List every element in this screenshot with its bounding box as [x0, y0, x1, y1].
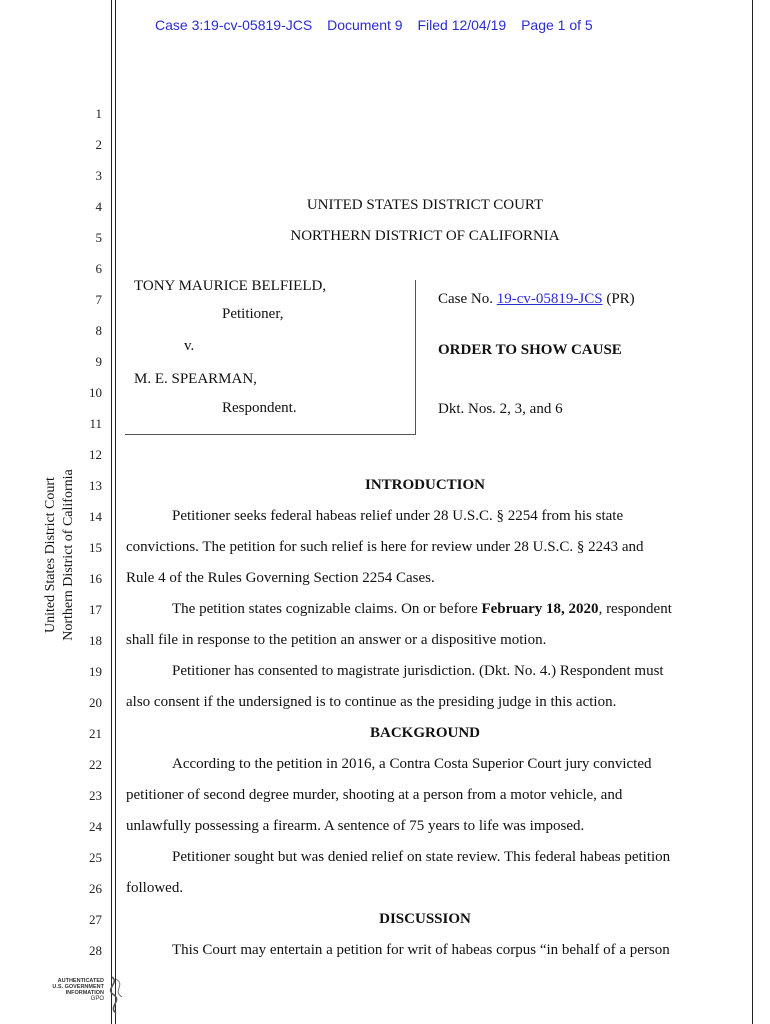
line-number: 16	[89, 571, 102, 586]
versus: v.	[184, 338, 195, 354]
line-number: 18	[89, 633, 102, 648]
line-number: 1	[95, 106, 102, 121]
petitioner-role: Petitioner,	[222, 306, 284, 322]
body-line-15: convictions. The petition for such relief is here for review under 28 U.S.C. § 2243 and	[126, 539, 644, 555]
header-filed-date: Filed 12/04/19	[417, 17, 507, 33]
respondent-name: M. E. SPEARMAN,	[134, 371, 257, 387]
line-number: 11	[89, 416, 102, 431]
line-number: 14	[89, 509, 102, 524]
body-line-17	[172, 601, 672, 618]
respondent-role: Respondent.	[222, 400, 297, 416]
line-number: 4	[95, 199, 102, 214]
case-number	[438, 291, 635, 308]
header-page-count: Page 1 of 5	[521, 17, 593, 33]
body-line-17-a: The petition states cognizable claims. On or before	[172, 601, 482, 617]
line-number: 26	[89, 881, 102, 896]
heading-background: BACKGROUND	[369, 725, 480, 741]
heading-introduction: INTRODUCTION	[364, 477, 485, 493]
court-side-caption	[42, 469, 78, 640]
heading-discussion: DISCUSSION	[379, 911, 471, 927]
body-line-26: followed.	[126, 880, 184, 896]
body-line-14: Petitioner seeks federal habeas relief under 28 U.S.C. § 2254 from his state	[172, 508, 624, 524]
line-number: 22	[89, 757, 102, 772]
line-number: 21	[89, 726, 102, 741]
case-number-suffix: (PR)	[606, 291, 635, 307]
court-name: UNITED STATES DISTRICT COURT	[306, 197, 544, 213]
gpo-authentication-seal	[42, 975, 132, 1015]
header-case-number: Case 3:19-cv-05819-JCS	[155, 17, 313, 33]
line-number: 20	[89, 695, 102, 710]
line-number: 9	[95, 354, 102, 369]
line-number: 7	[95, 292, 102, 307]
line-number: 15	[89, 540, 102, 555]
court-district: NORTHERN DISTRICT OF CALIFORNIA	[290, 228, 560, 244]
header-document-number: Document 9	[327, 17, 403, 33]
line-number: 5	[95, 230, 102, 245]
body-line-16: Rule 4 of the Rules Governing Section 2254 Cases.	[126, 570, 435, 586]
body-line-22: According to the petition in 2016, a Contra Costa Superior Court jury convicted	[172, 756, 652, 772]
body-line-25: Petitioner sought but was denied relief on state review. This federal habeas petition	[172, 849, 671, 865]
line-number: 2	[95, 137, 102, 152]
margin-rule-left-2	[115, 0, 116, 1024]
body-line-28: This Court may entertain a petition for writ of habeas corpus “in behalf of a person	[172, 942, 670, 958]
body-line-20: also consent if the undersigned is to continue as the presiding judge in this action.	[126, 694, 617, 710]
line-number: 13	[89, 478, 102, 493]
docket-numbers: Dkt. Nos. 2, 3, and 6	[438, 401, 563, 417]
line-number: 19	[89, 664, 102, 679]
line-number: 3	[95, 168, 102, 183]
document-header	[155, 17, 604, 33]
order-title: ORDER TO SHOW CAUSE	[438, 342, 622, 358]
case-number-link[interactable]: 19-cv-05819-JCS	[496, 291, 603, 307]
body-line-23: petitioner of second degree murder, shooting at a person from a motor vehicle, and	[126, 787, 623, 803]
side-caption-line-2: Northern District of California	[61, 469, 76, 641]
body-line-19: Petitioner has consented to magistrate jurisdiction. (Dkt. No. 4.) Respondent must	[172, 663, 664, 679]
body-line-24: unlawfully possessing a firearm. A sentence of 75 years to life was imposed.	[126, 818, 585, 834]
line-number: 10	[89, 385, 102, 400]
line-number: 28	[89, 943, 102, 958]
line-number: 8	[95, 323, 102, 338]
line-number: 23	[89, 788, 102, 803]
line-number: 25	[89, 850, 102, 865]
response-deadline: February 18, 2020	[481, 601, 599, 617]
body-line-17-c: , respondent	[598, 601, 672, 617]
side-caption-line-1: United States District Court	[43, 477, 58, 633]
margin-rule-left-1	[111, 0, 112, 1024]
margin-rule-right	[752, 0, 753, 1024]
gpo-eagle-icon	[42, 975, 132, 1015]
body-line-18: shall file in response to the petition an answer or a dispositive motion.	[126, 632, 547, 648]
case-number-prefix: Case No.	[438, 291, 493, 307]
line-number: 27	[89, 912, 102, 927]
line-number: 17	[89, 602, 102, 617]
line-number: 6	[95, 261, 102, 276]
line-number: 12	[89, 447, 102, 462]
petitioner-name: TONY MAURICE BELFIELD,	[134, 278, 327, 294]
gpo-seal-text: AUTHENTICATED U.S. GOVERNMENT INFORMATION GPO	[52, 978, 104, 1002]
line-number: 24	[89, 819, 102, 834]
